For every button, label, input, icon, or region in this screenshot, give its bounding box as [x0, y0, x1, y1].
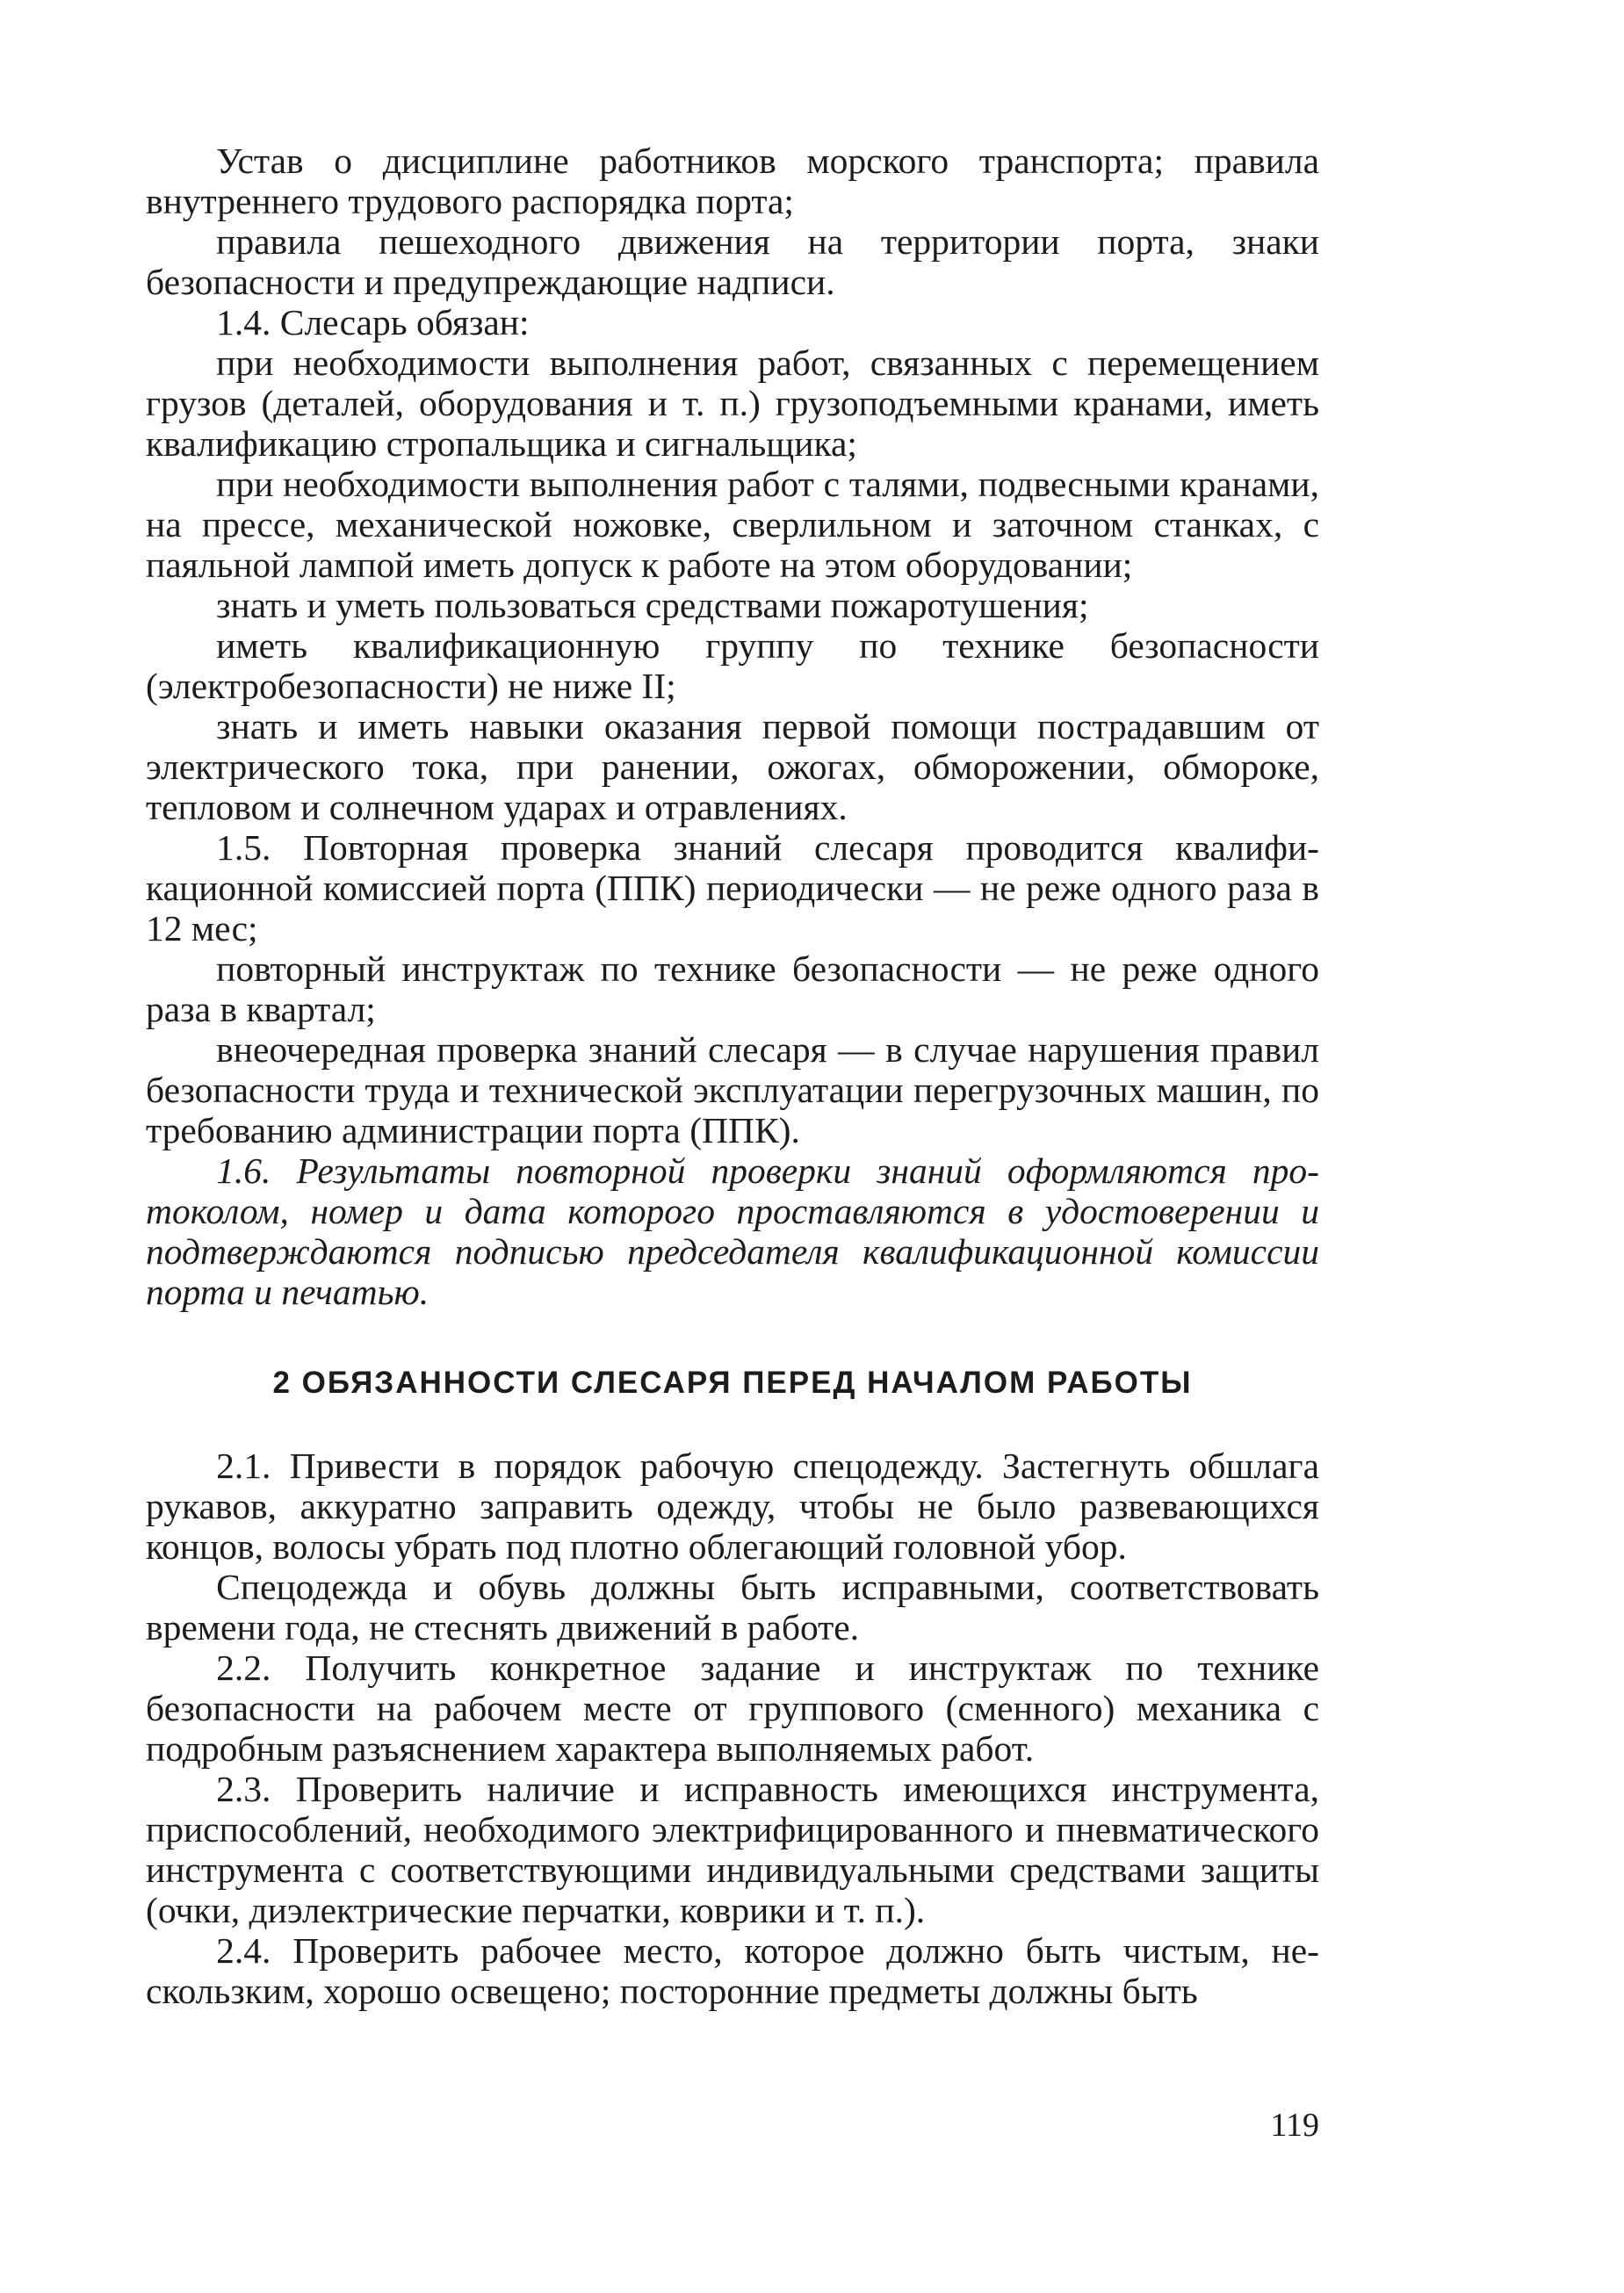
paragraph: Устав о дисциплине работников морского транспорта; правила внутреннего трудового распорядка порта;	[146, 141, 1319, 221]
section-heading: 2 ОБЯЗАННОСТИ СЛЕСАРЯ ПЕРЕД НАЧАЛОМ РАБОТЫ	[272, 1366, 1193, 1400]
paragraph: иметь квалификационную группу по технике безопасности (электробезопасности) не ниже II;	[146, 625, 1319, 706]
paragraph: при необходимости выполнения работ, связанных с перемещением грузов (деталей, оборудования и т. п.) грузоподъемными кранами, иметь квалификацию стропальщика и сигнальщика;	[146, 343, 1319, 464]
paragraph: знать и уметь пользоваться средствами пожаротушения;	[216, 585, 1089, 625]
paragraph: знать и иметь навыки оказания первой помощи пострадавшим от электрического тока, при ранении, ожогах, обморожении, обмороке, тепловом и солнечном ударах и отравлениях.	[146, 706, 1319, 827]
italic-paragraph: 1.6. Результаты повторной проверки знаний оформляются протоколом, номер и дата которого проставляются в удостоверении и подтверждаются подписью председателя квалификационной комиссии порта и печатью.	[146, 1150, 1319, 1312]
paragraph: 2.1. Привести в порядок рабочую спецодежду. Застегнуть обшлага рукавов, аккуратно заправить одежду, чтобы не было развевающихся концов, волосы убрать под плотно облегающий головной убор.	[146, 1446, 1319, 1567]
paragraph: 1.5. Повторная проверка знаний слесаря проводится квалификационной комиссией порта (ППК) периодически — не реже одного раза в 12 мес;	[146, 827, 1319, 948]
paragraph: правила пешеходного движения на территории порта, знаки безопасности и предупреждающие надписи.	[146, 221, 1319, 302]
paragraph: внеочередная проверка знаний слесаря — в случае нарушения правил безопасности труда и технической эксплуатации перегрузочных машин, по требованию администрации порта (ППК).	[146, 1029, 1319, 1150]
paragraph: Спецодежда и обувь должны быть исправными, соответствовать времени года, не стеснять движений в работе.	[146, 1567, 1319, 1648]
page-number: 119	[1270, 2107, 1319, 2144]
paragraph: 1.4. Слесарь обязан:	[216, 302, 530, 343]
paragraph: повторный инструктаж по технике безопасности — не реже одного раза в квартал;	[146, 948, 1319, 1029]
document-page	[146, 141, 1319, 2011]
paragraph: 2.3. Проверить наличие и исправность имеющихся инструмента, приспособлений, необходимого электрифицированного и пневматического инструмента с соответствующими индивидуальными средствами защиты (очки, диэлектрические перчатки, коврики и т. п.).	[146, 1769, 1319, 1930]
paragraph: при необходимости выполнения работ с талями, подвесными кранами, на прессе, механической ножовке, сверлильном и заточном станках, с паяльной лампой иметь допуск к работе на этом оборудовании;	[146, 464, 1319, 585]
paragraph: 2.2. Получить конкретное задание и инструктаж по технике безопасности на рабочем месте от группового (сменного) механика с подробным разъяснением характера выполняемых работ.	[146, 1648, 1319, 1769]
paragraph: 2.4. Проверить рабочее место, которое должно быть чистым, нескользким, хорошо освещено; посторонние предметы должны быть	[146, 1930, 1319, 2011]
